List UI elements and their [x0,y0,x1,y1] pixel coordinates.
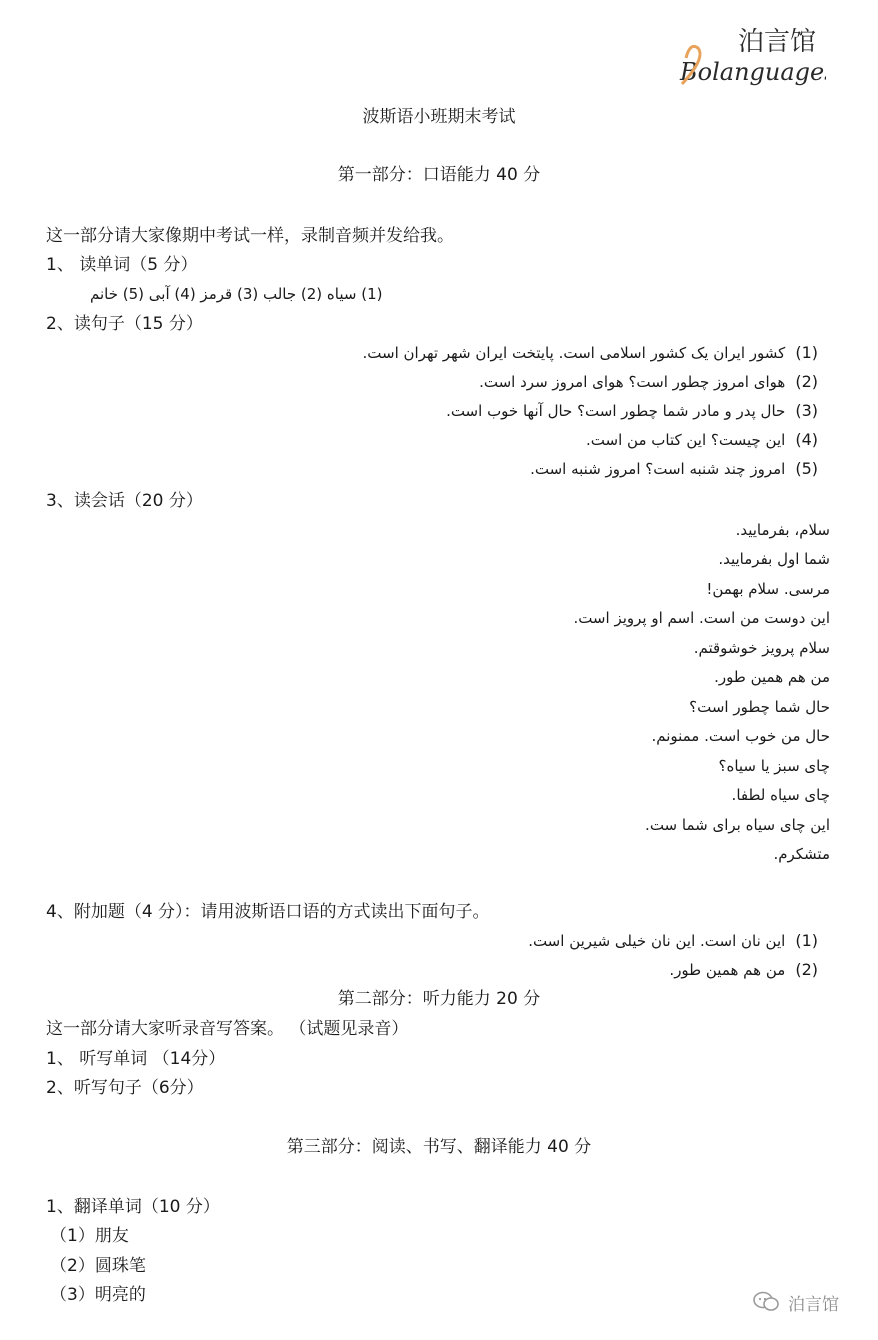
part2-heading: 第二部分：听力能力 20 分 [337,989,541,1009]
bonus-sentence-row [528,929,818,953]
sentence-number: (2) [795,372,818,391]
sentence-text: این چیست؟ این کتاب من است. [586,431,786,449]
dialogue-line: این دوست من است. اسم او پرویز است. [573,609,830,627]
wechat-watermark [752,1288,852,1316]
sentence-row [479,370,818,394]
part1-q3-title: 3、读会话（20 分） [46,491,203,511]
part1-q1-title: 1、 读单词（5 分） [46,255,198,275]
dialogue-line: چای سبز یا سیاه؟ [718,757,830,775]
sentence-text: کشور ایران یک کشور اسلامی است. پایتخت ایران شهر تهران است. [362,344,786,362]
translate-item: （1）朋友 [50,1226,129,1246]
sentence-number: (4) [795,430,818,449]
dialogue-line: مرسی. سلام بهمن! [706,580,830,598]
sentence-row [530,457,818,481]
dialogue-line: این چای سیاه برای شما ست. [645,816,830,834]
dialogue-line: شما اول بفرمایید. [718,550,830,568]
dialogue-line: سلام پرویز خوشوقتم. [693,639,830,657]
sentence-number: (5) [795,459,818,478]
part2-intro: 这一部分请大家听录音写答案。 （试题见录音） [46,1019,409,1039]
logo-en: Bolanguages [680,58,826,86]
word-list: (1) سیاه (2) جالب (3) قرمز (4) آبی (5) خانم [90,285,383,303]
dialogue-line: متشکرم. [773,845,830,863]
sentence-row [363,341,818,365]
part1-intro: 这一部分请大家像期中考试一样，录制音频并发给我。 [46,226,454,246]
sentence-number: (3) [795,401,818,420]
sentence-text: حال پدر و مادر شما چطور است؟ حال آنها خوب است. [446,402,786,420]
sentence-number: (2) [795,960,818,979]
part3-q1: 1、翻译单词（10 分） [46,1197,220,1217]
sentence-number: (1) [795,931,818,950]
wechat-icon [752,1289,782,1315]
dialogue-line: حال شما چطور است؟ [689,698,830,716]
dialogue-line: حال من خوب است. ممنونم. [651,727,830,745]
brand-logo [676,18,826,90]
sentence-text: هوای امروز چطور است؟ هوای امروز سرد است. [479,373,786,391]
part2-q1: 1、 听写单词 （14分） [46,1049,226,1069]
part2-q2: 2、听写句子（6分） [46,1078,204,1098]
part1-q4-title: 4、附加题（4 分）：请用波斯语口语的方式读出下面句子。 [46,902,490,922]
part1-q2-title: 2、读句子（15 分） [46,314,203,334]
exam-title: 波斯语小班期末考试 [362,107,516,127]
dialogue-line: چای سیاه لطفا. [731,786,830,804]
translate-item: （3）明亮的 [50,1285,146,1305]
sentence-text: این نان است. این نان خیلی شیرین است. [528,932,786,950]
logo-cn: 泊言馆 [738,27,817,57]
sentence-text: من هم همین طور. [669,961,786,979]
sentence-text: امروز چند شنبه است؟ امروز شنبه است. [530,460,786,478]
bonus-sentence-row [669,958,818,982]
brand-logo-graphic [676,18,826,90]
sentence-row [586,428,818,452]
dialogue-line: من هم همین طور. [714,668,830,686]
part3-heading: 第三部分：阅读、书写、翻译能力 40 分 [286,1137,592,1157]
sentence-number: (1) [795,343,818,362]
watermark-text: 泊言馆 [788,1295,839,1315]
translate-item: （2）圆珠笔 [50,1256,146,1276]
sentence-row [446,399,818,423]
part1-q1-words [90,282,382,306]
dialogue-line: سلام، بفرمایید. [735,521,830,539]
part1-heading: 第一部分：口语能力 40 分 [337,165,541,185]
